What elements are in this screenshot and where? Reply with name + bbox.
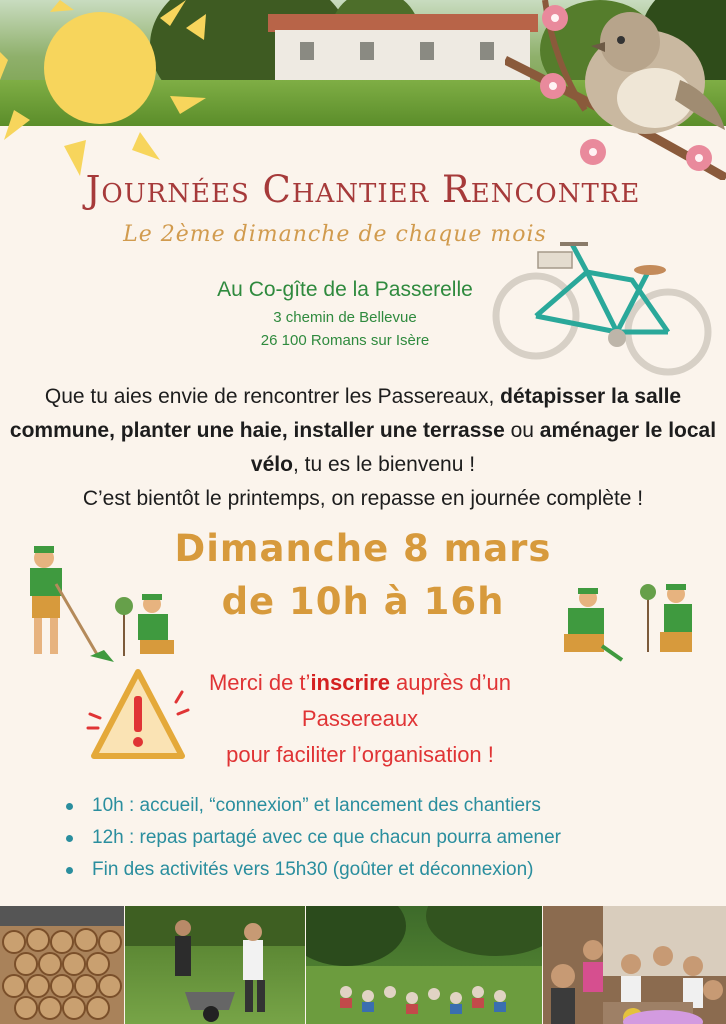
intro-bold-activities: détapisser la salle commune, planter une haie, installer une terrasse: [9, 385, 682, 442]
intro-paragraph-2: C’est bientôt le printemps, on repasse en journée complète !: [82, 487, 644, 510]
bicycle-icon: [492, 236, 722, 386]
intro-paragraph-1: [0, 380, 726, 482]
event-date: Dimanche 8 mars: [174, 527, 552, 570]
registration-line-1: [170, 665, 550, 701]
photo-group-lawn: [306, 906, 542, 1024]
venue-name: Au Co-gîte de la Passerelle: [217, 278, 473, 301]
page-title: Journées Chantier Rencontre: [85, 168, 641, 211]
registration-line-2: Passereaux: [301, 706, 419, 731]
page-subtitle: Le 2ème dimanche de chaque mois: [123, 222, 547, 247]
photo-shared-meal: [543, 906, 726, 1024]
intro-part: ou: [504, 419, 540, 442]
gardener-icon: [16, 544, 181, 668]
schedule-item: 12h : repas partagé avec ce que chacun pourra amener: [62, 822, 561, 854]
intro-text: [0, 380, 726, 516]
bird-icon: [505, 0, 726, 180]
registration-part: Merci de t’: [208, 670, 311, 695]
event-hours: de 10h à 16h: [221, 580, 505, 623]
registration-notice: [170, 665, 550, 773]
venue-address-line2: 26 100 Romans sur Isère: [260, 332, 430, 349]
schedule-list: [62, 790, 561, 886]
intro-bold-bike: aménager le local vélo: [250, 419, 717, 476]
registration-bold: inscrire: [310, 670, 390, 695]
photo-woodpile: [0, 906, 124, 1024]
schedule-item: 10h : accueil, “connexion” et lancement des chantiers: [62, 790, 561, 822]
registration-part: auprès d’un: [389, 670, 512, 695]
photo-wheelbarrow: [125, 906, 305, 1024]
gardener-icon: [556, 582, 706, 668]
venue-address-line1: 3 chemin de Bellevue: [273, 309, 417, 326]
registration-line-3: pour faciliter l’organisation !: [226, 742, 494, 767]
bottom-photo-strip: [0, 906, 726, 1024]
intro-part: , tu es le bienvenu !: [292, 453, 476, 476]
intro-part: Que tu aies envie de rencontrer les Passereaux,: [44, 385, 501, 408]
schedule-item: Fin des activités vers 15h30 (goûter et déconnexion): [62, 854, 561, 886]
sun-icon: [0, 0, 210, 180]
